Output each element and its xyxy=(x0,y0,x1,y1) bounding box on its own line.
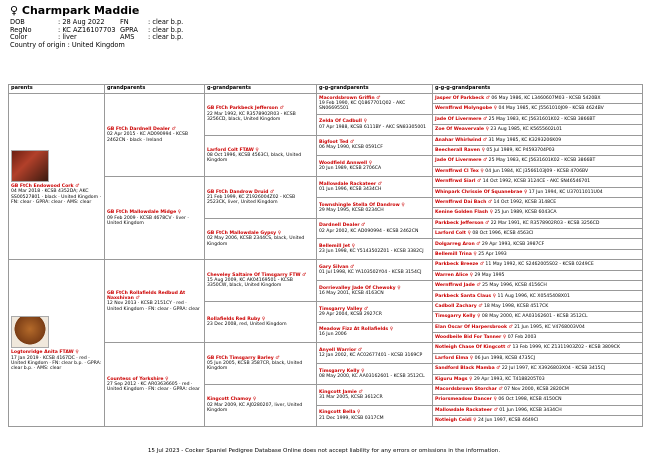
dog-link[interactable]: Kingcott Chamoy ♀ xyxy=(207,397,257,403)
parent-cell xyxy=(9,94,105,260)
dog-link[interactable]: Sandford Black Mamba ♂ xyxy=(435,366,501,372)
g-g-g-grandparent-cell xyxy=(433,291,643,301)
g-g-grandparent-cell xyxy=(317,135,433,156)
dog-details: 06 May 1986, KC L3460607M03 - KCSB 5420BX xyxy=(491,96,601,102)
dog-link[interactable]: Bigfoot Ted ♂ xyxy=(319,140,355,146)
dog-link[interactable]: Rollafields Red Ruby ♀ xyxy=(207,316,266,322)
g-g-grandparent-cell xyxy=(317,177,433,198)
g-g-g-grandparent-cell xyxy=(433,218,643,228)
dog-details: 17 Jan 2019 · KCSB 4167DC · red · United Kingdom · FN: clear b.p. · GPRA: clear b.p. · AMS: clear xyxy=(11,355,102,372)
dog-details: 22 Mar 1991, KC R3578902R03 - KCSB 3256CD xyxy=(490,220,600,226)
dog-details: 18 May 1998, KCSB 4517CK xyxy=(483,303,549,309)
dog-link[interactable]: Notleigh Ceidi ♀ xyxy=(435,418,477,424)
meta-value: : liver xyxy=(58,33,77,42)
dog-details: 14 Oct 1992, KCSB 3148CE xyxy=(493,200,557,205)
female-sex-icon: ♀ xyxy=(10,4,19,17)
meta-value: : clear b.p. xyxy=(148,18,184,26)
dog-details: 22 Jul 1997, KC X3926803X04 - KCSB 3415CJ xyxy=(501,366,606,372)
g-g-g-grandparent-cell xyxy=(433,125,643,135)
dog-details: 23 Aug 1985, KC K5655602L01 xyxy=(490,127,563,133)
dog-link[interactable]: Anyell Warrior ♂ xyxy=(319,348,362,354)
dog-link[interactable]: Kingcott Bella ♀ xyxy=(319,410,361,416)
meta-label: DOB xyxy=(10,18,25,26)
dog-link[interactable]: Macordsbrown Storchar ♂ xyxy=(435,387,503,393)
g-g-g-grandparent-cell xyxy=(433,312,643,322)
dog-details: 02 Apr 2015 · KC AD090994 - KCSB 2462CN · black · Ireland xyxy=(107,132,189,143)
dog-link[interactable]: Wernffrwd Siarl ♂ xyxy=(435,179,482,185)
g-g-g-grandparent-cell xyxy=(433,145,643,155)
dog-details: 15 Aug 2009, KC AK04169501 - KCSB 3350CW, black, United Kingdom xyxy=(207,277,293,289)
dog-details: 01 Jun 1996, KCSB 3434CH xyxy=(319,187,382,193)
g-g-g-grandparent-cell xyxy=(433,405,643,415)
dog-link[interactable]: GB FtCh Endowood Cork ♂ xyxy=(11,184,80,190)
g-grandparent-cell xyxy=(205,301,317,343)
dog-details: 25 Jun 1989, KCSB 6043CA xyxy=(494,210,557,216)
dog-details: 04 Jun 1984, KC J3566103J09 - KCSB 4706BV xyxy=(485,168,589,174)
dog-details: 08 May 2000, KC AA03162601 - KCSB 3512CL xyxy=(481,314,588,320)
dog-link[interactable]: Notleigh Chase Of Kingcott ♂ xyxy=(435,345,511,351)
dog-details: 08 Oct 1996, KCSB 4563CI, black, United Kingdom xyxy=(207,153,302,164)
dog-link[interactable]: Mallowdale Rackateer ♂ xyxy=(319,181,382,187)
col-parents: parents xyxy=(9,85,105,94)
dog-details: 12 Nov 2013 · KCSB 2151CY · red · United Kingdom · FN: clear · GPRA: clear xyxy=(107,301,200,312)
pedigree-row xyxy=(9,94,643,104)
g-g-grandparent-cell xyxy=(317,156,433,177)
dog-link[interactable]: Zelda Of Cadbull ♀ xyxy=(319,119,367,125)
grandparent-cell xyxy=(105,177,205,260)
dog-link[interactable]: Kiguru Mags ♀ xyxy=(435,376,473,382)
g-g-g-grandparent-cell xyxy=(433,384,643,394)
dog-details: 13 Feb 1999, KC Z1311903Z02 - KCSB 3809CK xyxy=(512,345,620,351)
g-g-grandparent-cell xyxy=(317,301,433,322)
g-g-g-grandparent-cell xyxy=(433,249,643,259)
pedigree-row xyxy=(9,260,643,270)
dog-details: 07 Nov 2000, KCSB 2820CM xyxy=(504,387,569,393)
dog-details: 07 Feb 2003 xyxy=(507,335,537,341)
dog-title xyxy=(10,4,228,17)
g-g-g-grandparent-cell xyxy=(433,156,643,166)
dog-link[interactable]: Jade Of Livermere ♂ xyxy=(435,116,488,122)
g-g-g-grandparent-cell xyxy=(433,197,643,207)
meta-label: AMS xyxy=(120,33,135,42)
g-g-grandparent-cell xyxy=(317,281,433,302)
g-g-grandparent-cell xyxy=(317,384,433,405)
g-g-g-grandparent-cell xyxy=(433,114,643,124)
dog-link[interactable]: Timsgarry Valley ♂ xyxy=(319,306,369,312)
dog-link[interactable]: Larford Colt FTAW ♀ xyxy=(207,148,259,154)
g-g-g-grandparent-cell xyxy=(433,260,643,270)
dog-link[interactable]: Timsgarry Kelly ♀ xyxy=(319,368,365,374)
grandparent-cell xyxy=(105,343,205,426)
dog-link[interactable]: Wernffrwd Jade ♂ xyxy=(435,283,481,289)
pedigree-row xyxy=(9,177,643,187)
dog-link[interactable]: Beecherall Raven ♀ xyxy=(435,148,485,154)
dog-link[interactable]: GB FtCh Dandrow Druid ♂ xyxy=(207,189,275,195)
dog-photo[interactable] xyxy=(11,316,49,348)
g-g-g-grandparent-cell xyxy=(433,104,643,114)
dog-details: 29 Apr 1993, KC T4188205T03 xyxy=(473,376,545,382)
dog-details: 16 May 2001, KCSB 4163CN xyxy=(319,290,384,296)
g-g-g-grandparent-cell xyxy=(433,416,643,426)
meta-value: : clear b.p. xyxy=(148,25,184,34)
parent-cell xyxy=(9,260,105,426)
col-g-g-g-grandparents: g-g-g-grandparents xyxy=(433,85,643,94)
g-g-g-grandparent-cell xyxy=(433,270,643,280)
meta-value: : KC AZ16107703 xyxy=(58,25,116,34)
g-g-grandparent-cell xyxy=(317,260,433,281)
dog-details: 01 Jul 1998, KC YA103502Y04 - KCSB 3154CJ xyxy=(319,270,422,276)
g-g-g-grandparent-cell xyxy=(433,343,643,353)
pedigree-header-row xyxy=(9,85,643,94)
meta-value: : clear b.p. xyxy=(148,33,184,42)
dog-details: 31 Mar 2005, KCSB 3612CR xyxy=(319,394,383,400)
g-g-grandparent-cell xyxy=(317,218,433,239)
col-grandparents: grandparents xyxy=(105,85,205,94)
meta-label: RegNo xyxy=(10,25,32,34)
dog-name: Charmpark Maddie xyxy=(21,4,140,17)
meta-label: GPRA xyxy=(120,25,138,34)
dog-link[interactable]: Wernffrwd Molyngobe ♀ xyxy=(435,106,498,112)
dog-details: 11 May 1992, KC S2462005S02 - KCSB 0249CE xyxy=(485,262,594,268)
g-g-grandparent-cell xyxy=(317,405,433,426)
pedigree-table xyxy=(8,84,643,427)
dog-details: 08 Oct 1996, KCSB 4563CI xyxy=(472,231,534,237)
dog-details: 27 Sep 2012 · KC AR03636605 · red · United Kingdom · FN: clear · GPRA: clear xyxy=(107,381,200,393)
dog-link[interactable]: Macordsbrown Griffin ♂ xyxy=(319,96,381,102)
dog-details: 12 Jan 2002, KC AC02677401 - KCSB 3169CP xyxy=(319,353,423,359)
pedigree-row xyxy=(9,343,643,353)
g-g-g-grandparent-cell xyxy=(433,332,643,342)
col-g-g-grandparents: g-g-grandparents xyxy=(317,85,433,94)
g-grandparent-cell xyxy=(205,135,317,177)
dog-link[interactable]: Countess of Yorkshire ♀ xyxy=(107,376,169,382)
dog-details: 29 Apr 1993, KCSB 3987CF xyxy=(481,241,545,247)
dog-details: 23 Jun 1998, KC Y5143502Z01 - KCSB 3382CJ xyxy=(319,249,424,255)
dog-details: 17 Jun 1994, KC U37011011U04 xyxy=(528,189,603,195)
dog-details: 07 Apr 1988, KCSB 6111BY - AKC SN83305001 xyxy=(319,124,427,130)
dog-link[interactable]: Woodfield Annwell ♀ xyxy=(319,161,373,167)
dog-link[interactable]: Larford Colt ♀ xyxy=(435,231,471,237)
country-of-origin: Country of origin : United Kingdom xyxy=(10,40,125,49)
dog-details: 06 Jun 1998, KCSB 4735CJ xyxy=(474,355,535,361)
dog-details: 31 May 1985, KC K3293206K09 xyxy=(488,137,562,143)
dog-details: 21 Feb 1999, KC Z1926004Z02 - KCSB 2523CK, liver, United Kingdom xyxy=(207,194,296,205)
dog-link[interactable]: Kenine Golden Flash ♀ xyxy=(435,210,493,216)
g-g-grandparent-cell xyxy=(317,322,433,343)
dog-link[interactable]: GB FtCh Mallowdale Midge ♀ xyxy=(107,210,182,216)
dog-link[interactable]: Dolgarreg Aron ♂ xyxy=(435,241,481,247)
meta-label: Color xyxy=(10,33,28,42)
dog-link[interactable]: Mallowdale Rackateer ♂ xyxy=(435,407,498,413)
dog-details: 23 Dec 2008, red, United Kingdom xyxy=(207,322,287,328)
dog-link[interactable]: Priorsmeadow Dancer ♀ xyxy=(435,397,497,403)
g-grandparent-cell xyxy=(205,177,317,219)
dog-details: 29 May 1995 xyxy=(474,272,505,278)
dog-details: 05 Jul 1989, KC P4593704P03 xyxy=(486,148,555,154)
dog-link[interactable]: Kingcott Jamie ♂ xyxy=(319,389,363,395)
g-grandparent-cell xyxy=(205,384,317,426)
dog-link[interactable]: Bellemill Jet ♀ xyxy=(319,244,355,250)
dog-meta xyxy=(10,19,228,42)
dog-details: 25 May 1996, KCSB 4156CH xyxy=(482,283,547,289)
dog-link[interactable]: Cadboll Zachary ♂ xyxy=(435,303,483,309)
dog-link[interactable]: Woodbeile Bid For Tanner ♀ xyxy=(435,335,507,341)
dog-link[interactable]: Wernffrwd Dai Bach ♂ xyxy=(435,200,493,205)
meta-value: : 28 Aug 2022 xyxy=(58,18,105,26)
g-g-grandparent-cell xyxy=(317,239,433,260)
dog-details: 01 Jun 1996, KCSB 3434CH xyxy=(499,407,562,413)
dog-link[interactable]: Meadow Fizz At Rollafields ♀ xyxy=(319,327,394,333)
dog-details: 14 Oct 1992, KCSB 3124CE - AKC SN46546701 xyxy=(482,179,591,185)
dog-link[interactable]: GB FtCh Mallowdale Gypsy ♀ xyxy=(207,231,282,237)
dog-link[interactable]: Jasper Of Parkbeck ♂ xyxy=(435,96,490,102)
g-g-g-grandparent-cell xyxy=(433,94,643,104)
dog-details: 25 May 1983, KC J5631601K02 - KCSB 3866BT xyxy=(488,158,596,164)
dog-details: 29 Apr 2004, KCSB 2927CR xyxy=(319,311,382,317)
dog-link[interactable]: Dardnell Dealer ♂ xyxy=(319,223,366,229)
g-g-g-grandparent-cell xyxy=(433,187,643,197)
g-g-g-grandparent-cell xyxy=(433,177,643,187)
dog-link[interactable]: Parkbeck Breeze ♂ xyxy=(435,262,484,268)
col-g-grandparents: g-grandparents xyxy=(205,85,317,94)
dog-details: 25 May 1983, KC J5631601K02 - KCSB 3866BT xyxy=(488,116,596,122)
g-g-g-grandparent-cell xyxy=(433,208,643,218)
dog-details: 19 Feb 1990, KC Q1867701Q02 - AKC SN06695501 xyxy=(319,101,406,112)
dog-link[interactable]: Logtonridge Anita FTAW ♀ xyxy=(11,350,79,356)
dog-link[interactable]: Anahar Whirlwind ♂ xyxy=(435,137,488,143)
g-g-g-grandparent-cell xyxy=(433,395,643,405)
dog-link[interactable]: GB FtCh Timsgarry Barley ♂ xyxy=(207,355,280,361)
dog-details: 21 Dec 1999, KCSB 0317CM xyxy=(319,415,384,421)
dog-details: 25 Apr 1993 xyxy=(478,251,507,257)
dog-link[interactable]: Parkbeck Santa Claus ♀ xyxy=(435,293,497,299)
dog-link[interactable]: GB FtCh Dardnell Dealer ♂ xyxy=(107,127,176,133)
dog-details: 04 Mar 2018 · KCSB 4352DA; AKC SS00527801 · black · United Kingdom · FN: clear · GPRA: clear · AMS: clear xyxy=(11,189,101,205)
g-g-g-grandparent-cell xyxy=(433,301,643,311)
disclaimer-footer: 15 Jul 2023 - Cocker Spaniel Pedigree Database Online does not accept liability for any errors or omissions in the information. xyxy=(147,448,501,454)
g-grandparent-cell xyxy=(205,218,317,260)
dog-photo[interactable] xyxy=(11,150,49,182)
dog-link[interactable]: Warren Alice ♀ xyxy=(435,272,474,278)
dog-details: 02 Apr 2002, KC AD090994 - KCSB 2462CN xyxy=(319,228,419,234)
dog-details: 29 May 1995, KCSB 0234CH xyxy=(319,207,384,213)
g-g-g-grandparent-cell xyxy=(433,364,643,374)
dog-details: 16 Jun 2006 xyxy=(319,332,347,338)
g-g-g-grandparent-cell xyxy=(433,229,643,239)
dog-link[interactable]: GB FtCh Rollafields Redbud At Naxshivan ♂ xyxy=(107,290,186,302)
meta-label: FN xyxy=(120,18,129,26)
dog-details: 05 Jun 2005, KCSB 3587CR, black, United Kingdom xyxy=(207,361,303,372)
dog-link[interactable]: Jade Of Livermere ♂ xyxy=(435,158,488,164)
dog-details: 02 May 2006, KCSB 2344CS, black, United Kingdom xyxy=(207,236,305,247)
g-g-g-grandparent-cell xyxy=(433,166,643,176)
dog-details: 22 Mar 1992, KC R3578902R03 - KCSB 3256CD, black, United Kingdom xyxy=(207,111,296,122)
dog-link[interactable]: Whinpark Chrissie Of Squanebrae ♀ xyxy=(435,189,528,195)
dog-details: 08 May 2000, KC AA03162601 - KCSB 3512CL xyxy=(319,374,425,380)
dog-link[interactable]: Elan Oscar Of Harpersbrook ♂ xyxy=(435,324,513,330)
g-g-grandparent-cell xyxy=(317,197,433,218)
g-g-grandparent-cell xyxy=(317,343,433,364)
dog-details: 06 May 1990, KCSB 0591CF xyxy=(319,145,383,151)
dog-link[interactable]: Larford Elma ♀ xyxy=(435,355,474,361)
dog-link[interactable]: Timsgarry Kelly ♀ xyxy=(435,314,481,320)
dog-link[interactable]: Cheveley Saltaire Of Timsgarry FTW ♂ xyxy=(207,272,307,278)
g-g-g-grandparent-cell xyxy=(433,322,643,332)
g-g-g-grandparent-cell xyxy=(433,281,643,291)
g-g-g-grandparent-cell xyxy=(433,353,643,363)
dog-details: 04 May 1985, KC J5561010J09 - KCSB 4624BV xyxy=(498,106,604,112)
g-g-g-grandparent-cell xyxy=(433,374,643,384)
dog-details: 11 Aug 1996, KC X0545408X01 xyxy=(497,293,570,299)
dog-link[interactable]: Townshingle Stella Of Dandrow ♀ xyxy=(319,202,405,208)
dog-details: 21 Jun 1995, KC V4768003V04 xyxy=(514,324,585,330)
dog-details: 09 Feb 2009 · KCSB 4678CV · liver · United Kingdom xyxy=(107,215,189,226)
dog-details: 24 Jun 1997, KCSB 4649CI xyxy=(477,418,539,424)
dog-link[interactable]: Zoe Of Weavervale ♀ xyxy=(435,127,489,133)
dog-link[interactable]: GB FtCh Parkbeck Jefferson ♂ xyxy=(207,106,284,112)
dog-link[interactable]: Wernffrwd Cl Tex ♀ xyxy=(435,168,484,174)
dog-details: 06 Oct 1998, KCSB 4150CN xyxy=(498,397,562,403)
dog-link[interactable]: Parkbeck Jefferson ♂ xyxy=(435,220,490,226)
dog-details: 20 Jun 1989, KCSB 2706CA xyxy=(319,166,382,172)
dog-details: 02 Mar 2009, KC AJ0280207, liver, United Kingdom xyxy=(207,402,303,413)
dog-link[interactable]: Bellemill Trina ♀ xyxy=(435,251,477,257)
g-g-grandparent-cell xyxy=(317,94,433,115)
grandparent-cell xyxy=(105,260,205,343)
grandparent-cell xyxy=(105,94,205,177)
g-g-grandparent-cell xyxy=(317,114,433,135)
g-grandparent-cell xyxy=(205,343,317,385)
g-grandparent-cell xyxy=(205,260,317,302)
g-g-g-grandparent-cell xyxy=(433,135,643,145)
dog-link[interactable]: Gary Silvan ♂ xyxy=(319,264,355,270)
g-g-g-grandparent-cell xyxy=(433,239,643,249)
dog-link[interactable]: Dorrievalley Jade Of Chewoky ♀ xyxy=(319,285,401,291)
g-g-grandparent-cell xyxy=(317,364,433,385)
pedigree-header xyxy=(10,4,228,49)
g-grandparent-cell xyxy=(205,94,317,136)
